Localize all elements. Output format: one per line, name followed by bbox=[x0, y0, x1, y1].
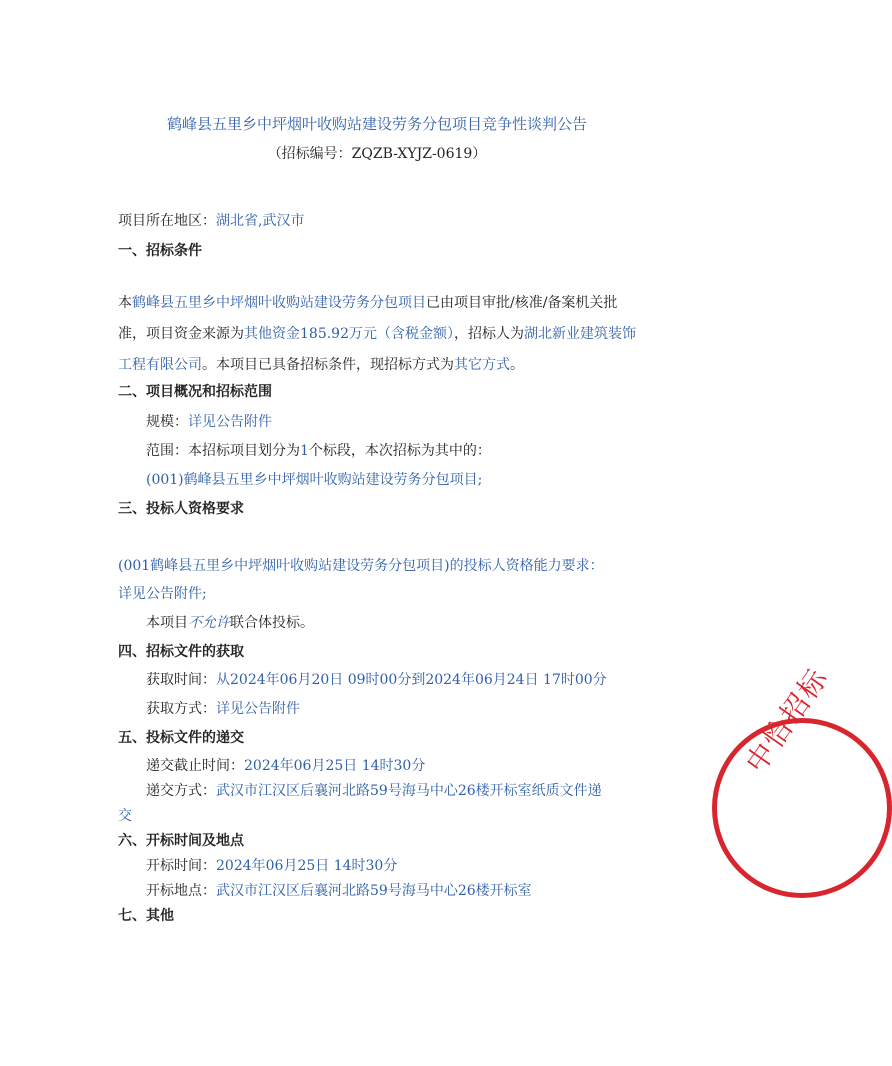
location-label: 项目所在地区： bbox=[118, 213, 216, 229]
bid-number: （招标编号：ZQZB-XYJZ-0619） bbox=[267, 146, 487, 162]
section-1-paragraph bbox=[118, 288, 636, 381]
project-name: 鹤峰县五里乡中坪烟叶收购站建设劳务分包项目 bbox=[132, 295, 426, 311]
lot-item: (001)鹤峰县五里乡中坪烟叶收购站建设劳务分包项目; bbox=[146, 472, 483, 488]
open-time-line bbox=[146, 855, 397, 875]
deadline-label: 递交截止时间： bbox=[146, 758, 244, 774]
obtain-time-value: 从2024年06月20日 09时00分到2024年06月24日 17时00分 bbox=[216, 672, 607, 688]
joint-text: 本项目 bbox=[146, 615, 188, 631]
section-6-heading: 六、开标时间及地点 bbox=[118, 833, 244, 849]
submit-method-line bbox=[146, 780, 602, 800]
text: 。 bbox=[510, 357, 524, 373]
section-7-heading: 七、其他 bbox=[118, 908, 174, 924]
submit-method-label: 递交方式： bbox=[146, 783, 216, 799]
range-text: 范围：本招标项目划分为 bbox=[146, 443, 300, 459]
section-4-heading: 四、招标文件的获取 bbox=[118, 644, 244, 660]
open-place-label: 开标地点： bbox=[146, 883, 216, 899]
notice-title: 鹤峰县五里乡中坪烟叶收购站建设劳务分包项目竞争性谈判公告 bbox=[166, 115, 587, 133]
section-1-heading: 一、招标条件 bbox=[118, 243, 202, 259]
qualification-detail: 详见公告附件; bbox=[118, 586, 207, 602]
text: ，招标人为 bbox=[454, 326, 524, 342]
section-2-heading: 二、项目概况和招标范围 bbox=[118, 384, 272, 400]
lot-count: 1 bbox=[300, 443, 309, 459]
scale-value: 详见公告附件 bbox=[188, 414, 272, 430]
obtain-method-line bbox=[146, 698, 300, 718]
location-value: 湖北省,武汉市 bbox=[216, 213, 305, 229]
joint-value: 不允许 bbox=[188, 615, 230, 631]
scale-label: 规模： bbox=[146, 414, 188, 430]
obtain-method-label: 获取方式： bbox=[146, 701, 216, 717]
joint-text: 联合体投标。 bbox=[230, 615, 314, 631]
tenderer: 湖北新业建筑装饰工程有限公司 bbox=[118, 326, 636, 373]
text: 。本项目已具备招标条件，现招标方式为 bbox=[202, 357, 454, 373]
fund-source: 其他资金185.92万元（含税金额） bbox=[244, 326, 454, 342]
seal-text: 中恰招标 bbox=[739, 661, 835, 779]
tender-method: 其它方式 bbox=[454, 357, 510, 373]
deadline-line bbox=[146, 755, 425, 775]
open-time-value: 2024年06月25日 14时30分 bbox=[216, 858, 398, 874]
submit-method-value: 武汉市江汉区后襄河北路59号海马中心26楼开标室纸质文件递 bbox=[216, 783, 602, 799]
qualification-requirement: (001鹤峰县五里乡中坪烟叶收购站建设劳务分包项目)的投标人资格能力要求： bbox=[118, 558, 604, 574]
company-seal bbox=[712, 661, 892, 898]
text: 已由项目审批/核准/备案机关批准，项目资金来源为 bbox=[118, 295, 618, 342]
range-text: 个标段，本次招标为其中的： bbox=[308, 443, 491, 459]
section-5-heading: 五、投标文件的递交 bbox=[118, 730, 244, 746]
open-place-line bbox=[146, 880, 532, 900]
obtain-time-label: 获取时间： bbox=[146, 672, 216, 688]
text: 本 bbox=[118, 295, 132, 311]
open-time-label: 开标时间： bbox=[146, 858, 216, 874]
section-3-heading: 三、投标人资格要求 bbox=[118, 501, 244, 517]
deadline-value: 2024年06月25日 14时30分 bbox=[244, 758, 426, 774]
obtain-time-line bbox=[146, 669, 607, 689]
obtain-method-value: 详见公告附件 bbox=[216, 701, 300, 717]
joint-bid-line bbox=[146, 612, 314, 632]
open-place-value: 武汉市江汉区后襄河北路59号海马中心26楼开标室 bbox=[216, 883, 532, 899]
range-line bbox=[146, 440, 491, 460]
submit-method-value-cont: 交 bbox=[118, 808, 132, 824]
scale-line bbox=[146, 411, 272, 431]
project-location bbox=[118, 210, 304, 230]
